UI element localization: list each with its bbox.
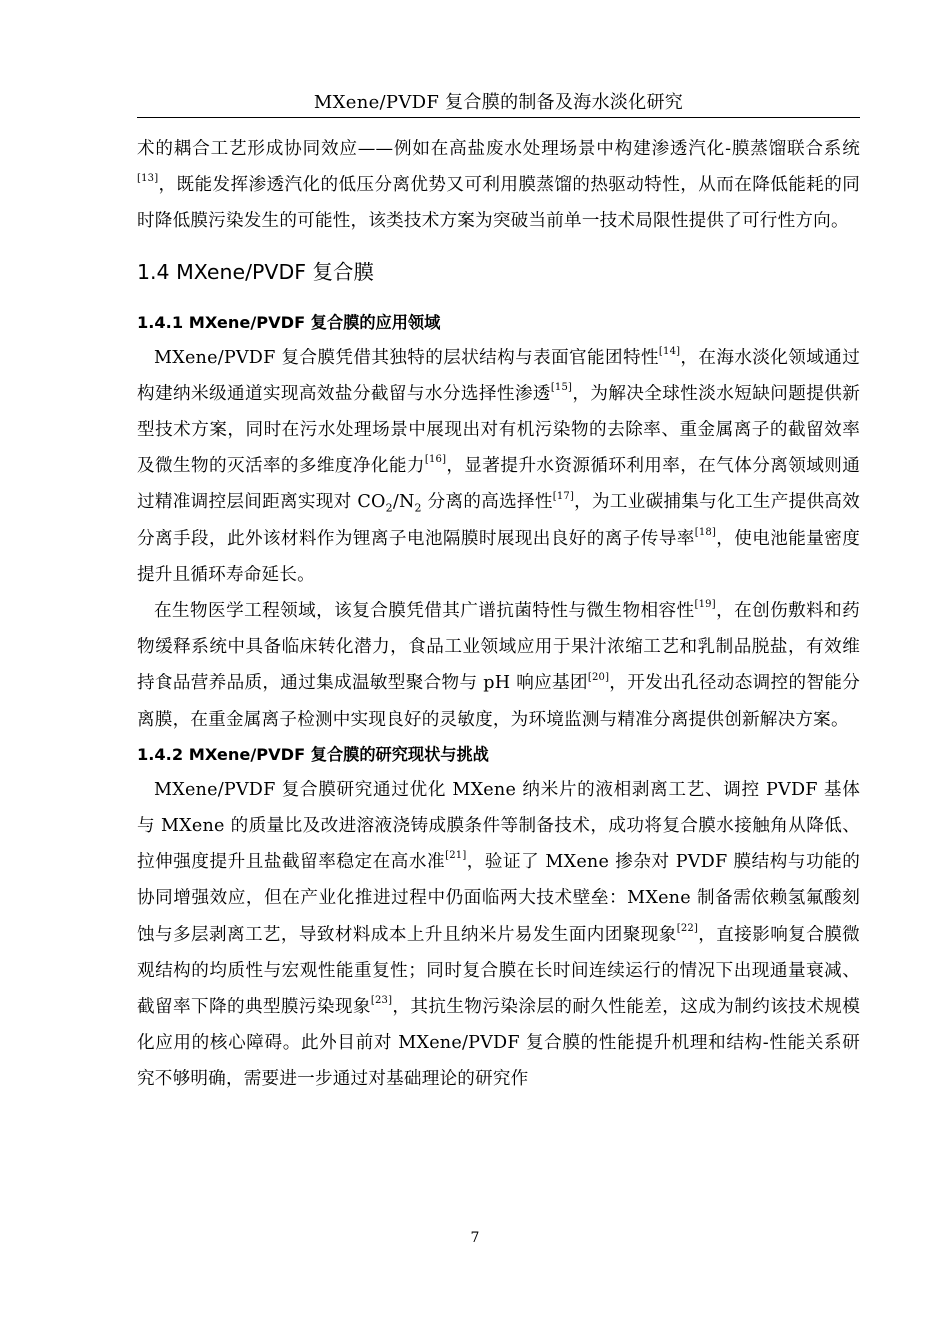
running-header: MXene/PVDF 复合膜的制备及海水淡化研究 (313, 92, 684, 113)
subsection-heading-1-4-1: 1.4.1 MXene/PVDF 复合膜的应用领域 (137, 312, 441, 332)
citation[interactable]: [21] (445, 850, 467, 862)
subsection-heading-1-4-2: 1.4.2 MXene/PVDF 复合膜的研究现状与挑战 (137, 744, 489, 764)
citation[interactable]: [19] (694, 599, 716, 611)
citation[interactable]: [20] (587, 671, 610, 683)
section-heading-1-4: 1.4 MXene/PVDF 复合膜 (137, 259, 375, 284)
citation[interactable]: [16] (424, 454, 447, 466)
citation[interactable]: [14] (658, 345, 681, 357)
paragraph-biomedical: 在生物医学工程领域，该复合膜凭借其广谱抗菌特性与微生物相容性[19]，在创伤敷料和药物缓释系统中具备临床转化潜力，食品工业领域应用于果汁浓缩工艺和乳制品脱盐，有效维持食品营养品质，通过集成温敏型聚合物与 pH 响应基团[20]，开发出孔径动态调控的智能分离膜，在重金属离子检测中实现良好的灵敏度，为环境监测与精准分离提供创新解决方案。 (137, 599, 860, 730)
citation[interactable]: [13] (137, 173, 159, 185)
paragraph-continuation: 术的耦合工艺形成协同效应——例如在高盐废水处理场景中构建渗透汽化-膜蒸馏联合系统[13]，既能发挥渗透汽化的低压分离优势又可利用膜蒸馏的热驱动特性，从而在降低能耗的同时降低膜污染发生的可能性，该类技术方案为突破当前单一技术局限性提供了可行性方向。 (137, 139, 860, 232)
paragraph-applications: MXene/PVDF 复合膜凭借其独特的层状结构与表面官能团特性[14]，在海水淡化领域通过构建纳米级通道实现高效盐分截留与水分选择性渗透[15]，为解决全球性淡水短缺问题提供新型技术方案，同时在污水处理场景中展现出对有机污染物的去除率、重金属离子的截留效率及微生物的灭活率的多维度净化能力[16]，显著提升水资源循环利用率，在气体分离领域则通过精准调控层间距离实现对 $CO_2/N_2$ 分离的高选择性[17]，为工业碳捕集与化工生产提供高效分离手段，此外该材料作为锂离子电池隔膜时展现出良好的离子传导率[18]，使电池能量密度提升且循环寿命延长。 (137, 345, 861, 585)
header-rule (137, 117, 860, 118)
citation[interactable]: [17] (552, 490, 575, 502)
paragraph-research-status: MXene/PVDF 复合膜研究通过优化 MXene 纳米片的液相剥离工艺、调控 PVDF 基体与 MXene 的质量比及改进溶液浇铸成膜条件等制备技术，成功将复合膜水接触角从降低、拉伸强度提升且盐截留率稳定在高水准[21]，验证了 MXene 掺杂对 PVDF 膜结构与功能的协同增强效应，但在产业化推进过程中仍面临两大技术壁垒：MXene 制备需依赖氢氟酸刻蚀与多层剥离工艺，导致材料成本上升且纳米片易发生面内团聚现象[22]，直接影响复合膜微观结构的均质性与宏观性能重复性；同时复合膜在长时间连续运行的情况下出现通量衰减、截留率下降的典型膜污染现象[23]，其抗生物污染涂层的耐久性能差，这成为制约该技术规模化应用的核心障碍。此外目前对 MXene/PVDF 复合膜的性能提升机理和结构-性能关系研究不够明确，需要进一步通过对基础理论的研究作 (137, 779, 861, 1090)
page-body (137, 131, 860, 1098)
page-number: 7 (470, 1230, 480, 1246)
citation[interactable]: [15] (550, 381, 573, 393)
citation[interactable]: [23] (370, 995, 393, 1007)
citation[interactable]: [18] (694, 526, 717, 538)
citation[interactable]: [22] (676, 922, 699, 934)
